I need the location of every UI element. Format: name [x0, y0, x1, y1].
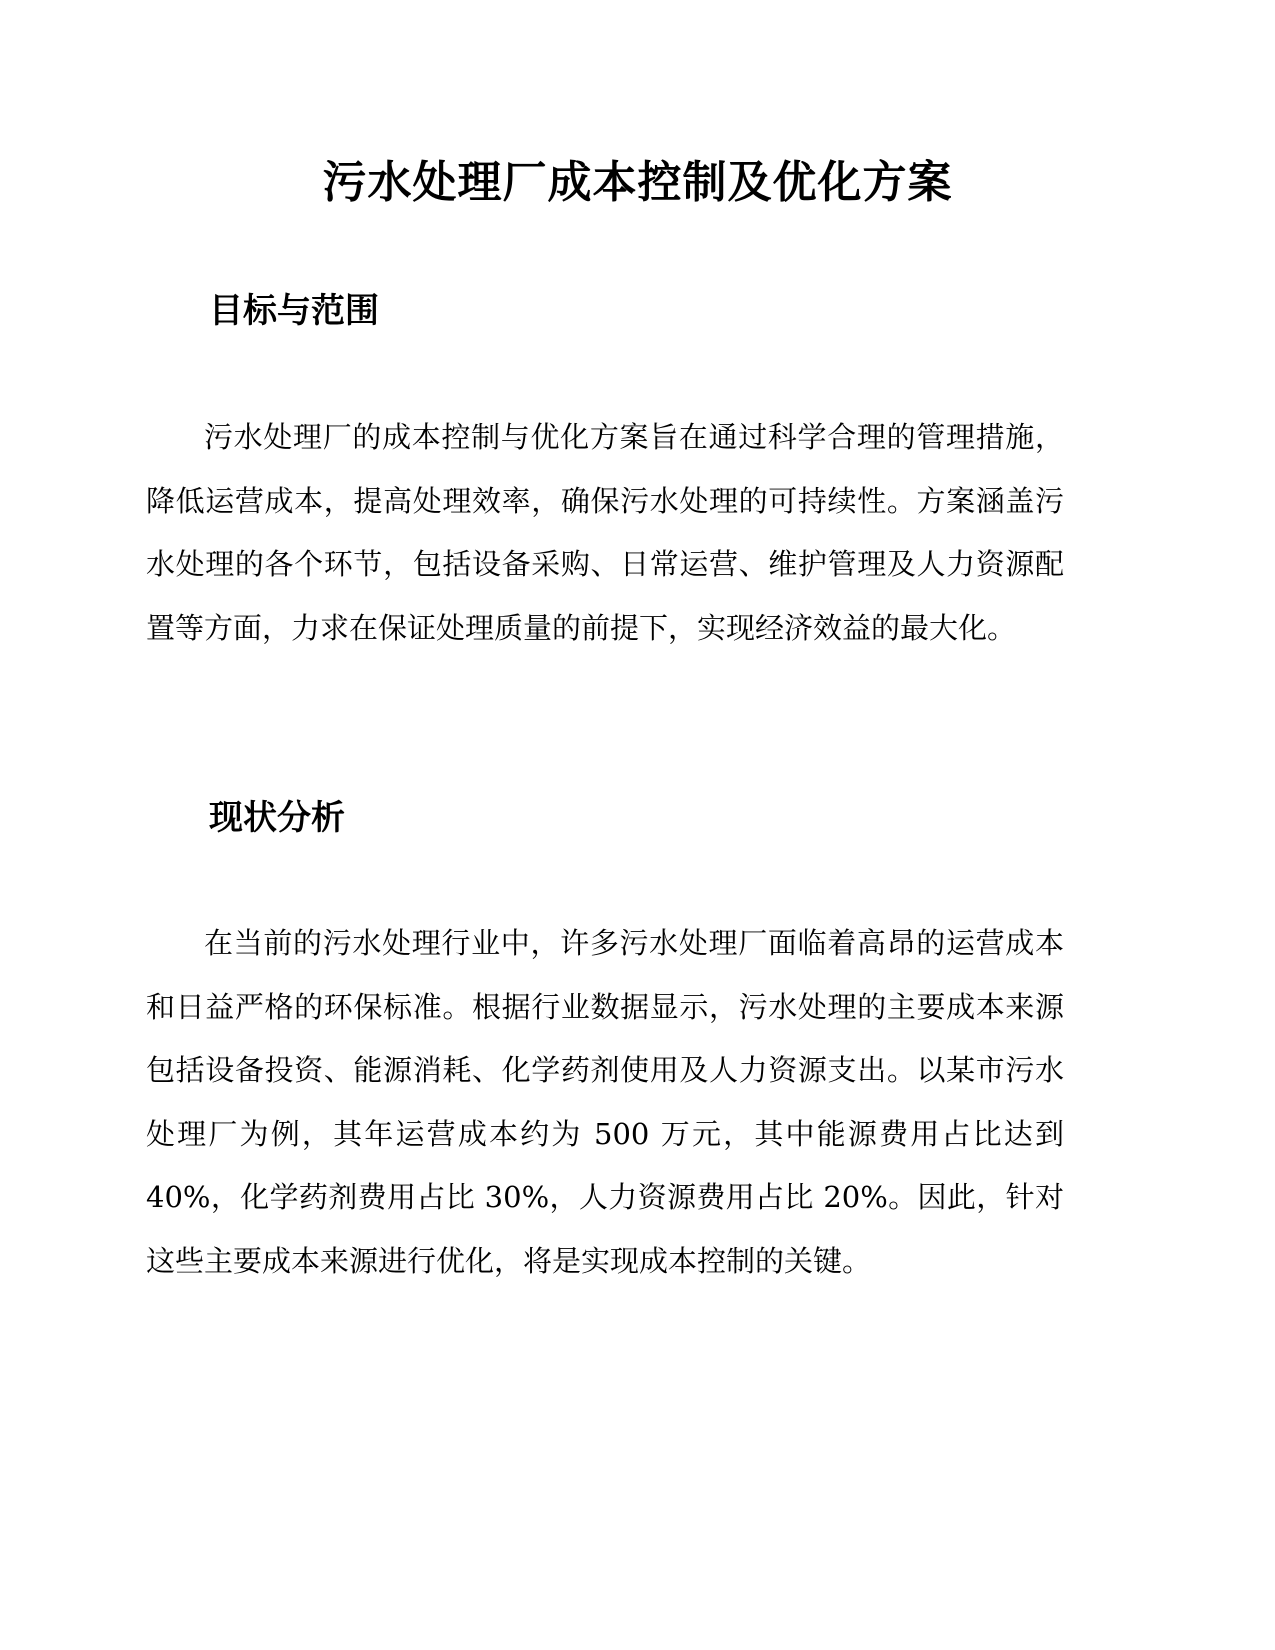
section-paragraph-status-analysis: 在当前的污水处理行业中，许多污水处理厂面临着高昂的运营成本和日益严格的环保标准。根据行业数据显示，污水处理的主要成本来源包括设备投资、能源消耗、化学药剂使用及人力资源支出。以某市污水处理厂为例，其年运营成本约为 500 万元，其中能源费用占比达到 40%，化学药剂费用占比 30%，人力资源费用占比 20%。因此，针对这些主要成本来源进行优化，将是实现成本控制的关键。	[146, 926, 1064, 1278]
section-heading-goal-scope: 目标与范围	[209, 291, 379, 331]
document-title: 污水处理厂成本控制及优化方案	[322, 157, 953, 208]
section-heading-status-analysis: 现状分析	[209, 798, 345, 838]
section-paragraph-goal-scope: 污水处理厂的成本控制与优化方案旨在通过科学合理的管理措施，降低运营成本，提高处理效率，确保污水处理的可持续性。方案涵盖污水处理的各个环节，包括设备采购、日常运营、维护管理及人力资源配置等方面，力求在保证处理质量的前提下，实现经济效益的最大化。	[146, 420, 1064, 645]
